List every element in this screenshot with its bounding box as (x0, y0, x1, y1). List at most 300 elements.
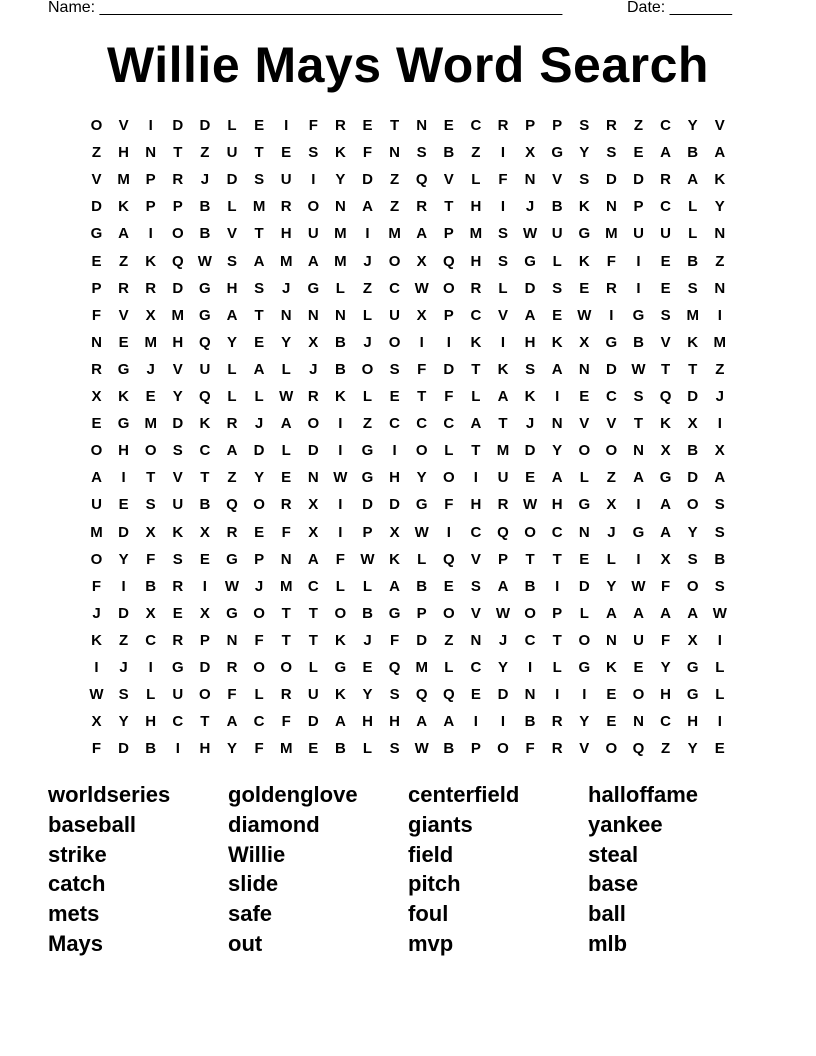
word-bank-item: halloffame (588, 782, 699, 807)
grid-letter: S (389, 740, 400, 758)
grid-letter: G (361, 442, 374, 460)
grid-letter: B (334, 360, 346, 378)
grid-letter: H (470, 252, 482, 270)
grid-letter: B (524, 577, 536, 595)
grid-letter: E (443, 577, 454, 595)
word-bank-item: steal (588, 841, 639, 867)
grid-letter: S (416, 144, 427, 162)
grid-letter: A (660, 523, 672, 541)
grid-letter: B (524, 713, 536, 731)
grid-letter: P (552, 604, 563, 622)
grid-letter: D (578, 577, 590, 595)
grid-letter: G (226, 550, 238, 568)
grid-letter: G (578, 659, 591, 676)
grid-letter: U (497, 469, 509, 487)
word-bank-item: centerfield (408, 782, 520, 807)
grid-letter: E (606, 686, 617, 704)
grid-letter: O (90, 117, 103, 134)
grid-letter: X (416, 306, 427, 324)
grid-letter: B (714, 550, 726, 568)
grid-letter: N (633, 713, 644, 731)
grid-letter: F (661, 631, 671, 649)
grid-letter: O (497, 740, 509, 758)
grid-letter: W (523, 496, 538, 514)
grid-letter: Q (199, 388, 211, 405)
grid-letter: Y (579, 144, 590, 162)
grid-letter: D (199, 659, 211, 676)
grid-letter: L (444, 442, 454, 460)
grid-letter: Y (362, 686, 373, 704)
grid-letter: J (607, 523, 616, 541)
word-bank-item: strike (48, 841, 107, 867)
grid-letter: L (498, 279, 508, 297)
grid-letter: A (687, 604, 699, 622)
grid-letter: L (227, 198, 237, 216)
grid-letter: Y (687, 117, 698, 134)
grid-letter: B (145, 577, 157, 595)
grid-letter: I (528, 659, 533, 676)
grid-letter: F (281, 713, 291, 731)
grid-letter: C (145, 631, 157, 649)
grid-letter: N (280, 306, 292, 324)
grid-letter: N (416, 117, 428, 134)
grid-letter: C (660, 198, 672, 216)
grid-letter: B (334, 740, 346, 758)
grid-letter: A (497, 388, 509, 405)
grid-letter: P (443, 306, 454, 324)
grid-letter: U (633, 225, 644, 243)
grid-letter: E (389, 388, 400, 405)
grid-letter: H (470, 198, 482, 216)
grid-letter: W (224, 577, 240, 595)
grid-letter: O (442, 279, 455, 297)
grid-letter: L (281, 360, 291, 378)
grid-letter: R (605, 117, 617, 134)
grid-letter: S (687, 279, 698, 297)
grid-letter: E (254, 117, 265, 134)
grid-letter: Y (660, 659, 671, 676)
grid-letter: D (443, 360, 455, 378)
grid-letter: S (497, 252, 508, 270)
grid-letter: A (118, 225, 130, 243)
grid-letter: T (498, 415, 508, 433)
grid-letter: M (279, 577, 293, 595)
grid-letter: U (172, 686, 184, 704)
grid-letter: H (687, 713, 699, 731)
grid-letter: M (713, 333, 727, 351)
grid-letter: U (307, 686, 319, 704)
grid-letter: H (389, 469, 401, 487)
word-bank-item: goldenglove (228, 782, 358, 807)
grid-letter: E (525, 469, 536, 487)
grid-letter: H (118, 144, 130, 162)
grid-letter: M (496, 442, 510, 460)
grid-letter: T (633, 415, 644, 433)
grid-letter: B (416, 577, 428, 595)
grid-letter: A (253, 252, 265, 270)
grid-letter: V (470, 550, 481, 568)
grid-letter: H (362, 713, 373, 731)
grid-letter: N (605, 631, 617, 649)
grid-letter: S (226, 252, 237, 270)
grid-letter: W (89, 686, 104, 704)
grid-letter: Y (226, 740, 237, 758)
grid-letter: P (145, 198, 156, 216)
grid-letter: I (717, 713, 722, 731)
grid-letter: Z (91, 144, 102, 162)
grid-letter: D (307, 713, 319, 731)
grid-letter: I (636, 252, 641, 270)
grid-letter: E (91, 252, 102, 270)
grid-letter: R (334, 117, 346, 134)
grid-letter: C (253, 713, 265, 731)
grid-letter: J (119, 659, 128, 676)
grid-letter: J (363, 333, 372, 351)
grid-letter: R (551, 740, 563, 758)
grid-letter: I (365, 225, 370, 243)
grid-letter: Q (415, 171, 428, 189)
grid-letter: N (714, 279, 726, 297)
grid-letter: C (470, 659, 482, 676)
grid-letter: T (308, 631, 318, 649)
grid-letter: E (362, 659, 373, 676)
grid-letter: M (279, 740, 293, 758)
grid-letter: I (148, 117, 153, 134)
grid-letter: Y (606, 577, 617, 595)
grid-letter: L (579, 469, 589, 487)
word-bank-column (48, 780, 228, 959)
grid-letter: E (579, 550, 590, 568)
grid-letter: L (362, 577, 373, 595)
grid-letter: C (470, 117, 482, 134)
grid-letter: T (254, 144, 264, 162)
grid-letter: E (172, 604, 183, 622)
grid-letter: O (578, 442, 591, 460)
grid-letter: I (636, 550, 641, 568)
grid-letter: S (525, 360, 536, 378)
grid-letter: O (280, 659, 293, 676)
grid-letter: I (175, 740, 180, 758)
grid-letter: R (307, 388, 319, 405)
grid-letter: E (254, 333, 265, 351)
grid-letter: O (171, 225, 184, 243)
grid-letter: I (500, 144, 506, 162)
grid-letter: T (471, 442, 481, 460)
grid-letter: E (118, 496, 129, 514)
grid-letter: H (226, 279, 238, 297)
grid-letter: M (90, 523, 103, 541)
grid-letter: A (633, 469, 644, 487)
grid-letter: I (148, 659, 153, 676)
grid-letter: X (714, 442, 725, 460)
grid-letter: F (606, 252, 616, 270)
grid-letter: V (91, 171, 102, 189)
grid-letter: N (334, 306, 346, 324)
grid-letter: Y (335, 171, 346, 189)
grid-letter: P (172, 198, 183, 216)
grid-letter: D (362, 171, 373, 189)
grid-letter: O (90, 550, 103, 568)
grid-letter: O (605, 740, 618, 758)
grid-letter: U (226, 144, 238, 162)
word-bank-item: giants (408, 811, 473, 837)
grid-letter: J (309, 360, 318, 378)
grid-letter: M (252, 198, 266, 216)
grid-letter: X (660, 550, 671, 568)
grid-letter: O (415, 442, 428, 460)
grid-letter: Y (226, 333, 237, 351)
grid-letter: N (578, 523, 590, 541)
grid-letter: S (606, 144, 617, 162)
grid-letter: V (552, 171, 563, 189)
grid-letter: I (338, 442, 343, 460)
grid-letter: O (578, 631, 591, 649)
grid-letter: X (308, 523, 319, 541)
grid-letter: F (91, 306, 102, 324)
grid-letter: T (254, 225, 264, 243)
grid-letter: R (605, 279, 617, 297)
grid-letter: W (577, 306, 592, 324)
grid-letter: M (279, 252, 293, 270)
grid-letter: S (579, 117, 590, 134)
grid-letter: R (226, 659, 238, 676)
grid-letter: S (660, 306, 671, 324)
grid-letter: A (497, 577, 509, 595)
word-bank-item: mvp (408, 930, 454, 956)
grid-letter: O (90, 442, 103, 460)
word-bank-column (588, 780, 768, 959)
word-bank-item: foul (408, 901, 449, 927)
grid-letter: I (717, 415, 722, 433)
word-bank-item: Mays (48, 930, 104, 956)
grid-letter: F (661, 577, 671, 595)
grid-letter: X (91, 713, 102, 731)
grid-letter: S (714, 496, 725, 514)
grid-letter: V (660, 333, 671, 351)
grid-letter: P (91, 279, 102, 297)
page-title: Willie Mays Word Search (107, 37, 709, 93)
grid-letter: Q (388, 659, 401, 676)
grid-letter: M (144, 415, 157, 433)
grid-letter: A (633, 604, 644, 622)
grid-letter: F (444, 388, 454, 405)
grid-letter: Z (715, 360, 725, 378)
grid-letter: H (470, 496, 482, 514)
grid-letter: C (307, 577, 319, 595)
grid-letter: J (715, 388, 724, 405)
grid-letter: S (145, 496, 156, 514)
grid-letter: D (687, 388, 699, 405)
grid-letter: Z (661, 740, 671, 758)
grid-letter: W (360, 550, 375, 568)
grid-letter: X (660, 442, 671, 460)
grid-letter: N (145, 144, 157, 162)
grid-letter: T (281, 604, 291, 622)
grid-letter: U (389, 306, 401, 324)
grid-letter: T (552, 631, 562, 649)
grid-letter: A (416, 713, 428, 731)
grid-letter: W (414, 279, 429, 297)
grid-letter: H (389, 713, 401, 731)
grid-letter: S (389, 360, 400, 378)
grid-letter: L (715, 686, 725, 704)
grid-letter: L (471, 388, 481, 405)
grid-letter: D (389, 496, 401, 514)
grid-letter: C (660, 713, 672, 731)
grid-letter: S (308, 144, 319, 162)
grid-letter: C (416, 415, 428, 433)
grid-letter: U (199, 360, 211, 378)
grid-letter: A (253, 360, 265, 378)
grid-letter: D (118, 740, 130, 758)
grid-letter: B (687, 144, 699, 162)
grid-letter: M (686, 306, 699, 324)
grid-letter: N (524, 171, 536, 189)
grid-letter: I (202, 577, 207, 595)
grid-letter: E (362, 117, 373, 134)
grid-letter: Y (118, 713, 129, 731)
grid-letter: Y (687, 740, 698, 758)
grid-letter: C (470, 306, 482, 324)
grid-letter: E (660, 279, 671, 297)
grid-letter: O (144, 442, 157, 460)
grid-letter: U (91, 496, 102, 514)
grid-letter: J (363, 252, 372, 270)
grid-letter: W (631, 360, 646, 378)
word-bank-item: field (408, 841, 454, 867)
grid-letter: U (172, 496, 184, 514)
grid-letter: K (118, 388, 130, 405)
grid-letter: E (308, 740, 319, 758)
grid-letter: G (388, 604, 401, 622)
grid-letter: N (714, 225, 726, 243)
grid-letter: X (525, 144, 536, 162)
grid-letter: A (362, 198, 373, 216)
grid-letter: K (605, 659, 617, 676)
grid-letter: L (254, 686, 264, 704)
grid-letter: O (442, 469, 455, 487)
grid-letter: L (308, 659, 318, 676)
grid-letter: Y (281, 333, 292, 351)
grid-letter: B (443, 740, 455, 758)
grid-letter: G (415, 496, 428, 514)
grid-letter: X (687, 631, 698, 649)
grid-letter: Q (497, 523, 509, 541)
grid-letter: R (172, 631, 184, 649)
grid-letter: J (146, 360, 155, 378)
grid-letter: O (334, 604, 347, 622)
grid-letter: V (172, 469, 183, 487)
grid-letter: I (446, 523, 451, 541)
grid-letter: W (333, 469, 348, 487)
grid-letter: S (497, 225, 508, 243)
grid-letter: I (148, 225, 153, 243)
word-bank-item: slide (228, 871, 279, 897)
grid-letter: R (280, 496, 292, 514)
grid-letter: P (199, 631, 210, 649)
grid-letter: F (335, 550, 345, 568)
grid-letter: O (442, 604, 455, 622)
grid-letter: E (199, 550, 210, 568)
grid-letter: A (714, 469, 726, 487)
grid-letter: J (254, 415, 264, 433)
grid-letter: B (687, 252, 699, 270)
grid-letter: F (146, 550, 156, 568)
grid-letter: M (388, 225, 401, 243)
grid-letter: K (578, 252, 590, 270)
grid-letter: G (199, 279, 211, 297)
grid-letter: C (524, 631, 536, 649)
grid-letter: L (417, 550, 427, 568)
grid-letter: T (390, 117, 400, 134)
grid-letter: P (443, 225, 454, 243)
grid-letter: C (660, 117, 672, 134)
grid-letter: I (94, 659, 99, 676)
grid-letter: T (417, 388, 427, 405)
grid-letter: I (555, 686, 560, 704)
grid-letter: G (199, 306, 211, 324)
grid-letter: I (338, 523, 343, 541)
grid-letter: L (362, 306, 373, 324)
grid-letter: F (254, 631, 264, 649)
grid-letter: N (389, 144, 401, 162)
grid-letter: M (144, 333, 157, 351)
grid-letter: G (307, 279, 320, 297)
grid-letter: T (254, 306, 264, 324)
grid-letter: I (500, 198, 506, 216)
grid-letter: L (688, 225, 698, 243)
grid-letter: S (633, 388, 644, 405)
grid-letter: H (172, 333, 184, 351)
word-bank-item: worldseries (48, 782, 171, 807)
grid-letter: S (579, 171, 590, 189)
grid-letter: I (717, 306, 722, 324)
grid-letter: K (118, 198, 130, 216)
grid-letter: Y (687, 523, 698, 541)
grid-letter: H (118, 442, 130, 460)
grid-letter: F (362, 144, 373, 162)
grid-letter: V (579, 415, 590, 433)
name-field-line: Name: ____________________________________________________ (48, 0, 563, 16)
grid-letter: A (307, 550, 319, 568)
grid-letter: L (552, 659, 562, 676)
grid-letter: S (714, 577, 725, 595)
grid-letter: N (551, 415, 563, 433)
grid-letter: E (714, 740, 725, 758)
grid-letter: K (199, 415, 211, 433)
grid-letter: V (443, 171, 454, 189)
grid-letter: X (199, 523, 210, 541)
grid-letter: R (551, 713, 563, 731)
grid-letter: B (199, 496, 211, 514)
grid-letter: P (525, 117, 536, 134)
grid-letter: T (552, 550, 562, 568)
grid-letter: U (551, 225, 563, 243)
grid-letter: N (280, 550, 292, 568)
grid-letter: I (419, 333, 424, 351)
grid-letter: L (254, 388, 264, 405)
grid-letter: V (497, 306, 508, 324)
grid-letter: L (227, 360, 237, 378)
grid-letter: D (416, 631, 428, 649)
grid-letter: C (199, 442, 211, 460)
grid-letter: O (253, 604, 265, 622)
grid-letter: A (416, 225, 428, 243)
grid-letter: L (362, 388, 373, 405)
grid-letter: B (633, 333, 644, 351)
grid-letter: I (555, 388, 560, 405)
grid-letter: A (660, 604, 672, 622)
